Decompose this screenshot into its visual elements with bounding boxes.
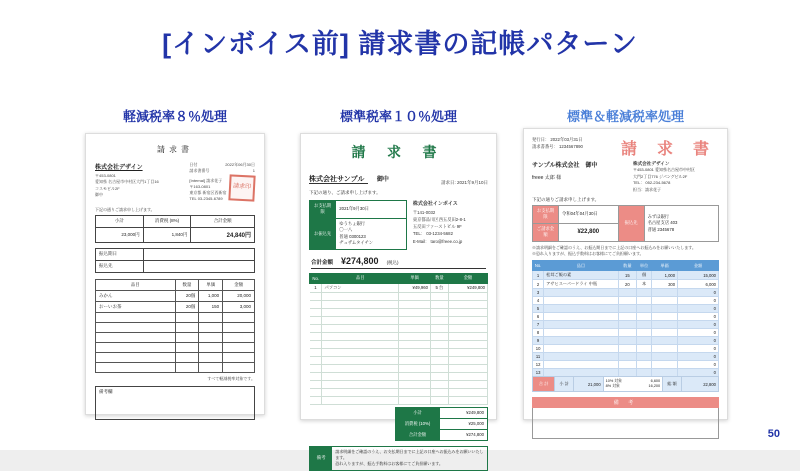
table-row: おーいお茶 20個 150 3,000 (96, 301, 255, 312)
invoice2-recipient: 株式会社サンプル (309, 176, 368, 184)
invoice3-bank-lines: みずほ銀行 名古屋支店 403 普通 2345678 (644, 205, 718, 241)
invoice2-honorific: 御中 (376, 177, 389, 183)
invoice1-intro: 下記の通りご請求申し上げます。 (95, 206, 155, 212)
table-row: 6 0 (533, 313, 719, 321)
invoice2-items-table: No. 品目 単価 数量 金額 1 パソコン ¥49,960 5 台 ¥249,800 (309, 273, 488, 405)
invoice3-remarks-box (532, 408, 719, 439)
invoice1-recipient-name: 株式会社デザイン (95, 165, 143, 171)
table-row (96, 322, 255, 332)
invoice2-payment-table (309, 200, 407, 250)
table-row: 10 0 (533, 345, 719, 353)
table-row (310, 332, 488, 340)
invoice2-due-value: 2021年9月30日 (336, 201, 407, 219)
invoice-card-mixed-rates (523, 128, 728, 420)
invoice1-col-price: 単価 (199, 279, 223, 290)
invoice3-recipient-block: サンプル株式会社 御中 freee 太郎 様 (532, 163, 598, 181)
table-row: 8 0 (533, 329, 719, 337)
invoice-card-standard-10 (300, 133, 497, 467)
invoice2-totals-table: 小計 ¥249,800 消費税 (10%) ¥25,000 合計金額 ¥274,800 (395, 407, 488, 441)
column-header-mixed: 標準＆軽減税率処理 (566, 109, 684, 124)
invoice1-col-amount: 金額 (223, 279, 255, 290)
invoice3-meta-block: 発行日： 2022年03月31日 請求書番号： 1234567890 (532, 137, 583, 150)
invoice1-col-item: 品目 (96, 279, 176, 290)
invoice1-bank-table (95, 248, 255, 273)
invoice1-total-value: 24,840円 (191, 227, 255, 242)
invoice1-col-qty: 数量 (175, 279, 199, 290)
invoice2-issuer-block: 株式会社インボイス 〒141-0032 東京都品川区西五反田2-8-1 五反田ファーストビル 9F TEL： 03-1234-5682 E-Mail： taro@freee.co.jp (412, 201, 466, 244)
invoice1-recipient-honorific: 御中 (95, 192, 103, 198)
table-row (310, 292, 488, 300)
page-title: [インボイス前] 請求書の記帳パターン (162, 29, 638, 59)
invoice2-date-label: 請求日: (440, 180, 456, 185)
invoice1-tax-header: 消費税 (8%) (143, 215, 191, 227)
invoice3-issuer-block: 株式会社デザイン 〒453-0801 愛知県名古屋市中村区 大門2丁目776 ジパングビル2F TEL： 052-234-5678 担当：請求花子 (632, 161, 695, 192)
table-row: 11 0 (533, 353, 719, 361)
invoice1-recipient-block (95, 162, 185, 202)
invoice1-recipient-zip: 〒453-0801 (95, 173, 116, 178)
invoice1-items-table (95, 279, 255, 373)
table-row (310, 396, 488, 404)
invoice2-title: 請 求 書 (351, 146, 446, 161)
table-row: みかん 20個 1,000 20,000 (96, 290, 255, 301)
table-row (310, 348, 488, 356)
invoice3-remarks-header: 備 考 (532, 397, 719, 408)
red-hanko-stamp: 請求印 (228, 174, 255, 201)
invoice3-notes: ※請求明細をご確認のうえ、お振込期日までに上記の口座へお振込みをお願いいたします。 ※恐れ入りますが、振込手数料はお客様にてご負担願います。 (532, 244, 696, 257)
invoice1-issuer-block (189, 162, 255, 202)
table-row: 2 アサヒスーパードライ 中瓶 20 本 300 6,000 (533, 280, 719, 289)
invoice1-reduced-rate-note: すべて軽減税率対象です。 (207, 375, 255, 381)
table-row (310, 380, 488, 388)
invoice1-subtotal-header: 小計 (96, 215, 144, 227)
invoice1-bank-value (143, 260, 254, 272)
invoice1-recipient-building: コスモビル2F (95, 185, 120, 191)
invoice1-date-label: 日付 (189, 162, 198, 167)
invoice1-tax-value: 1,840円 (143, 227, 191, 242)
invoice1-bank-label: 振込先 (96, 260, 144, 272)
invoice2-bank-label: お振込先 (310, 218, 336, 249)
invoice1-remarks-box: 備考欄 (95, 386, 255, 420)
table-row: 3 0 (533, 289, 719, 297)
table-row: 13 0 (533, 369, 719, 377)
invoice-card-reduced-8 (85, 133, 265, 415)
invoice1-summary-table (95, 215, 255, 243)
table-row: 1 パソコン ¥49,960 5 台 ¥249,800 (310, 283, 488, 292)
invoice1-number-label: 請求書番号 (189, 168, 210, 174)
invoice1-recipient-address: 愛知県 名古屋市中村区大門1丁目16 (95, 179, 159, 185)
invoice1-subtotal-value: 23,000円 (96, 227, 144, 242)
invoice2-grand-total: 合計金額 ¥274,800 (税込) (311, 256, 486, 269)
table-row (310, 308, 488, 316)
invoice1-date-value: 2022年06月30日 (225, 162, 255, 167)
invoice1-title: 請求書 (157, 145, 193, 154)
invoice3-intro: 下記の通りご請求申し上げます。 (532, 196, 600, 202)
table-row: 4 0 (533, 297, 719, 305)
column-header-reduced-8: 軽減税率８％処理 (122, 109, 227, 124)
table-row (96, 332, 255, 342)
page-number: 50 (767, 428, 780, 440)
invoice1-due-value (143, 248, 254, 260)
table-row: 7 0 (533, 321, 719, 329)
invoice2-bank-lines: ゆうちょ銀行 〇一八 普通 0300123 ヂュザムタイチン (336, 218, 407, 249)
invoice1-due-label: 振込期日 (96, 248, 144, 260)
table-row: 9 0 (533, 337, 719, 345)
invoice2-date-value: 2021年9月10日 (456, 180, 488, 185)
invoice1-issuer-address: 東京都 新宿区西新宿 (189, 189, 227, 195)
invoice1-issuer-name: [Internal] 請求花子 (189, 177, 223, 183)
invoice1-issuer-zip: 〒163-0801 (189, 183, 211, 189)
invoice2-intro: 下記の通り、ご請求申し上げます。 (309, 190, 381, 195)
invoice3-total-row: 合 計 小 計 21,000 10% 対象 6,600 8% 対象 16,200 総 額 22,800 (532, 376, 719, 392)
table-row (310, 340, 488, 348)
table-row (310, 316, 488, 324)
invoice3-tax-breakdown: 10% 対象 6,600 8% 対象 16,200 (603, 377, 663, 392)
invoice2-remarks: 備考 請求明細をご確認のうえ、お支払期日までに上記の口座へお振込みをお願いいたします。 恐れ入りますが、振込手数料はお客様にてご負担願います。 (309, 446, 488, 471)
table-row (310, 300, 488, 308)
invoice2-due-label: お支払期限 (310, 201, 336, 219)
column-header-standard-10: 標準税率１０％処理 (339, 109, 457, 124)
invoice3-items-table: No. 品目 数量 単位 単価 金額 1 松茸ご飯の素 15 個 1,000 15,000 2 アサヒスーパードライ 中瓶 20 本 300 6,000 3 0 4 0 5 0 6 0 7 0 8 0 9 0 10 0 11 0 12 0 13 0 (532, 260, 719, 377)
table-row (310, 372, 488, 380)
table-row (310, 364, 488, 372)
table-row (96, 362, 255, 372)
table-row (96, 312, 255, 322)
invoice1-issuer-tel: TEL 03-2345-6789 (189, 195, 223, 201)
table-row (96, 352, 255, 362)
table-row: 12 0 (533, 361, 719, 369)
invoice3-payment-table: お支払期限 令和04年04月30日 振込先 みずほ銀行 名古屋支店 403 普通 2345678 ご請求金額 ¥22,800 (532, 205, 719, 242)
invoice1-total-header: 合計金額 (191, 215, 255, 227)
table-row (310, 388, 488, 396)
table-row: 5 0 (533, 305, 719, 313)
invoice1-number-value: 1 (252, 168, 255, 174)
table-row (310, 324, 488, 332)
table-row: 1 松茸ご飯の素 15 個 1,000 15,000 (533, 271, 719, 280)
table-row (310, 356, 488, 364)
table-row (96, 342, 255, 352)
invoice3-title: 請 求 書 (620, 141, 717, 158)
